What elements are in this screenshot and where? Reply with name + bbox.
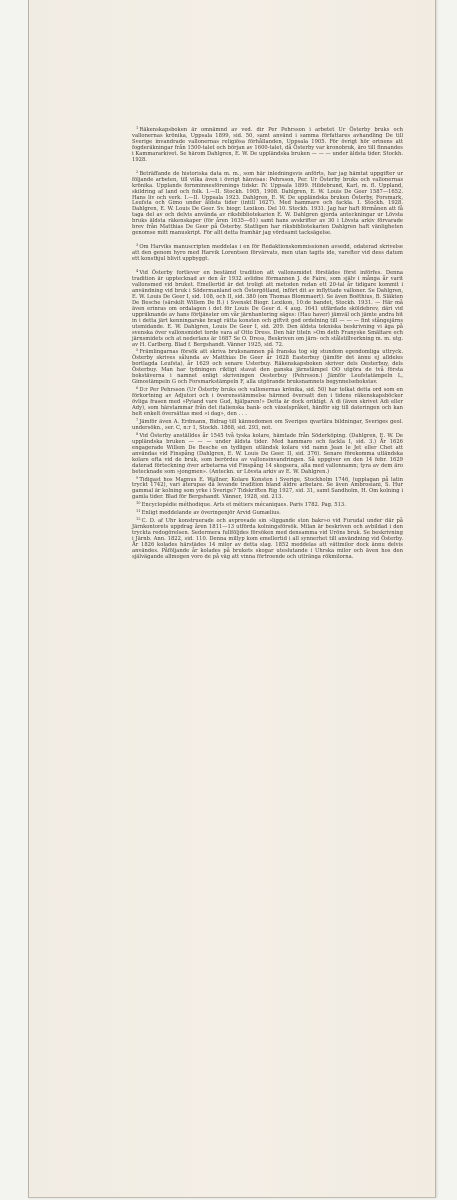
footnote-8 (132, 432, 403, 476)
footnote-text: Beträffande de historiska data m. m., som här inledningsvis anförts, har jag hämtat uppgifter ur följande arbeten, till vilka även i övrigt hänvisas: Pehrsson, Per. Ur Österby bruks och vallonernas krönika. Upplands fornminnesförenings tidskr. IV. Uppsala 1899. Hildebrand, Karl, m. fl. Uppland, skildring af land och folk. I.—II. Stockh. 1905, 1908. Dahlgren, E. W. Louis De Geer 1587—1652. Hans liv och verk. I.—II. Uppsala 1923. Dahlgren, E. W. De uppländska bruken Österby, Forsmark, Leufsta och Gimo under äldsta tider (intill 1627). Med hammare och fackla. I. Stockh. 1928. Dahlgren, E. W. Louis De Geer. Sv. biogr. Lexikon. Del 10. Stockh. 1931. Jag har haft förmånen att få taga del av och delvis använda av riksbibliotekarien E. W. Dahlgren gjorda anteckningar ur Lövsta bruks äldsta räkenskaper (för åren 1635—61) samt hans avskrifter av 30 i Lövsta arkiv förvarade brev från Matthias De Geer på Österby. Statligen har riksbibliotekarien Dahlgren haft vänligheten genomse mitt manuskript. För allt detta framhär jag vördsamt tacksägelse. (132, 170, 403, 237)
footnote-text: Jämför även A. Erdmann, Bidrag till kännedomen om Sveriges qvartära bildningar, Sveriges geol. undersökn., ser. C, n:r 1, Stockh. 1868, sid. 293, not. (132, 418, 403, 431)
footnote-11 (132, 509, 403, 517)
footnote-text: D:r Per Pehrsson (Ur Österby bruks och vallonernas krönika, sid. 50) har tolkat detta ord som en förkortning av Adjutori och i överensstämmelse härmed översatt den i tidens räkenskapsböcker övliga frasen med »Pyiand vare Gud, hjälparen!» Detta är dock oriktigt. A di (även skrivet Adi eller Ady), som härstammar från det italienska bank- och växelspråket, hänför sig till dateringen och kan helt enkelt översättas med »i dag», den . . . (132, 387, 403, 417)
footnote-number: 5 (136, 348, 139, 353)
footnote-text: Vid Österby fortlever en bestämd tradition att vallonsmidet förstädes först införfes. Denna tradition är upptecknad av den år 1932 avlidne förmannen J. de Faire, som själv i många år varit vallonsmed vid bruket. Emellertid är det troligt att metoden redan ett 20-tal år tidigare kommit i användning vid bruk i Södermanland och Östergötland, infört dit av inflyttade valloner. Se Dahlgren, E. W. Louis De Geer I, sid. 108, och II, sid. 380 (om Thomas Blommaert). Se även Boëthius, B. Släkten De Besche (särskilt Willem De B.) i Svenskt Biogr. Lexikon, 10:de bandet, Stockh. 1931. — Här må även erinras om ordalagen i det för Louis De Geer d. 4 aug. 1641 utfärdade sköldebrev, däri vid uppräknande av hans förtjänster om vår järnhantering säges: (Hau haver) jämväl och jämte andra bit in i detta järt kenningarske bragt rätta konsten och giftvit god ordelning till — — — fint stångejärns utsmidande. E. W. Dahlgren, Louis De Geer I, sid. 209. Den äldsta tekniska beskrivning vi äga på svenska över vallonsmidet torde vara af Otto Dress. Den här titeln »Om deth Franyske Smältare och järnsmidets och at nederlans är 1687 Se O. Dress, Beskriven om järn- och stålstillverkning m. m. utg. av H. Carlberg. Blad f. Bergshandt. Vänner 1925, sid. 72. (132, 270, 403, 348)
footnote-9 (132, 476, 403, 502)
footnote-12 (132, 517, 403, 561)
footnote-number: 3 (136, 243, 139, 248)
footnote-text: Räkenskapsboken är omnämnd av ved. dir Per Pehrsson i arbetet Ur Österby bruks och vallonernas krönika, Uppsala 1899, sid. 50, samt använd i samma författares avhandling De till Sverige invandrade vallonernas religiösa förhållanden, Uppsala 1905. För övrigt hör ortnens att fogderäkningar från 1500-talet och början av 1600-talet, då Österby var kronobruk, äro till finnandes i Kammararkivet. Se härom Dahlgren, E. W. De uppländska bruken — — — under äldsta tider. Stockh. 1928. (132, 127, 403, 163)
footnote-5 (132, 348, 403, 386)
footnote-text: Vid Österby anställdes år 1545 två tyska kolare, hämtade från Söderköping. (Dahlgren, E. W. De uppländska bruken — — — under äldsta tider. Med hammare och fackla I, sid. 3.) År 1626 engagerade Willem De Besche en tydligen utländsk kolare vid namn Jean le Jet eller Chet att användas vid Finspång (Dahlgren, E. W. Louis De Geer. II, sid. 376). Senare förekomma utländska kolare ofta vid de bruk, som berördes av vallonsinvandringen. Så uppgiver en den 14 febr. 1629 daterad förteckning över arbetarna vid Finspång 14 skogsera, alla med vallonnamn; tyra av dem äro betecknade som »jongmen». (Anteckn. ur Lövsta arkiv av E. W. Dahlgren.) (132, 432, 403, 475)
footnote-number: 9 (136, 475, 139, 480)
footnote-10 (132, 501, 403, 509)
footnote-7 (132, 418, 403, 432)
footnote-number: 6 (136, 386, 139, 391)
footnote-1 (132, 126, 403, 164)
footnote-number: 4 (136, 269, 139, 274)
footnote-number: 7 (136, 417, 139, 422)
footnote-text: Främlingarnas försök att skriva bruksnamnen på franska tog sig stundom egendomliga uttryck. Österby skrives sålunda av Matthias De Geer år 1628 Easterbuy (jämför det ännu ej alldeles bortlagda Leufsta), år 1629 och senare Usterbuy. Räkenskapsboken skriver dels Oesterbuy, dels Österbuy. Man har tydningen riktigt stavat den ganska järnstämpel OO utgöra de två första bokstäverna i namnet enligt skrivningen Oesterbuy (Pehrsson.) Jämför Leufstatämpeln L, Gimostämpeln G och Forsmarkstämpeln F, alla utgörande bruksnamnets begynnelsebokstav. (132, 349, 403, 386)
footnotes-text (132, 126, 403, 561)
footnote-6 (132, 386, 403, 418)
footnote-text: C. D. af Uhr konstruerade och avprovade sin »liggande ston bakr»o vid Furudal under där på Järnkontorets uppdrag åren 1811—13 utförda kolningsförsök. Milan är beskriven och avbildad i den tryckta redogörelsen. Sedermera fullföljdes försöken med densamma vid Uröns bruk. Se beskrivning i Järnb. Ann. 1822, sid. 110. Denna millyp kom emellertid i all synnerhet till användning vid Österby. År 1826 kolades härstädes 14 milor av detta slag. 1852 meddelas att vättmilor dock ännu delvis användes. Påföljande år kolades på brukets skogar uteslutande i Uhrska milor och även hos den självägande allmogen voro de på väg att vinna förtroende och uttränga rökmilorna. (132, 518, 403, 560)
footnote-number: 11 (136, 509, 141, 514)
document-page (28, 0, 436, 1198)
footnote-2 (132, 170, 403, 237)
footnote-text: Encyclopédie méthodique. Arts et métiers mécaniques. Paris 1782. Pag. 513. (141, 502, 346, 509)
footnote-number: 2 (136, 169, 139, 174)
footnote-number: 8 (136, 431, 139, 436)
footnote-4 (132, 269, 403, 348)
footnote-text: Om Harviks manuscripten meddelas i en för Redaktionskommissionen avsedd, odaterad skrivelse att den genom hyro med Harvik Lorentsen förvärvats, men utan tagits ide, varefter vid dess datum ett konsthjul blivit uppbyggt. (132, 244, 403, 263)
footnote-number: 12 (136, 517, 141, 522)
footnote-text: Tidigast hos Magnus E. Wallner, Kolare Konsten i Sverige, Stockholm 1746, (upplagan på latin tryckt 1742), vari återupas då levande tradition bland äldre arbetare. Se även Ambrosiani, S. Hur gammal är kolning som yrke i Sverige? Tidskriften Rig 1927, sid. 31, samt Sandholm, H. Om kolning i gamla tider. Blad för Bergshandt. Vänner, 1928, sid. 213. (132, 476, 403, 501)
footnote-number: 10 (136, 501, 141, 506)
footnote-number: 1 (136, 126, 139, 130)
footnote-3 (132, 243, 403, 263)
footnote-text: Enligt meddelande av överingenjör Arvid Gumælius. (141, 510, 281, 517)
